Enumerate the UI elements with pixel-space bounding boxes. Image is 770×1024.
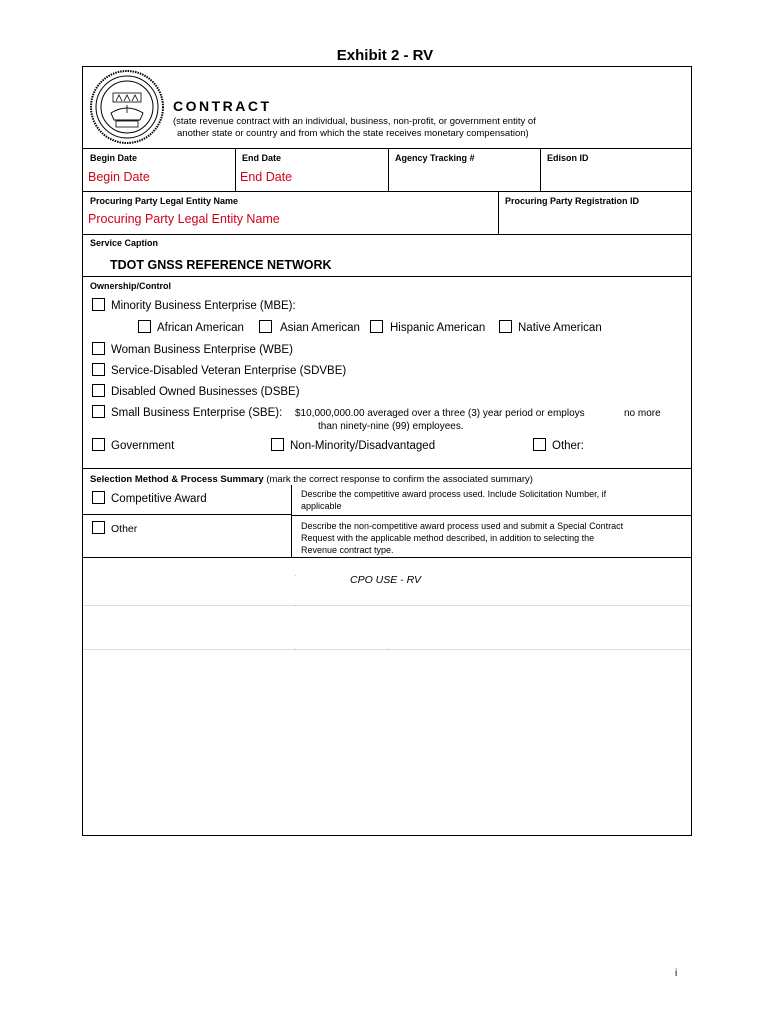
sbe-description-line1: $10,000,000.00 averaged over a three (3) year period or employs [295, 408, 585, 419]
non-minority-checkbox[interactable] [271, 438, 284, 451]
contract-form [82, 66, 692, 836]
mbe-checkbox[interactable] [92, 298, 105, 311]
other-ownership-checkbox[interactable] [533, 438, 546, 451]
asian-american-label: Asian American [280, 322, 360, 334]
african-american-label: African American [157, 322, 244, 334]
faint-mark: . [295, 602, 297, 608]
sbe-checkbox[interactable] [92, 405, 105, 418]
selection-method-header [90, 474, 533, 485]
agency-tracking-label: Agency Tracking # [395, 153, 475, 163]
agency-tracking-field[interactable] [389, 164, 539, 190]
government-label: Government [111, 440, 175, 452]
divider [83, 468, 691, 469]
divider [83, 234, 691, 235]
divider [83, 191, 691, 192]
hispanic-american-label: Hispanic American [390, 322, 486, 334]
native-american-checkbox[interactable] [499, 320, 512, 333]
edison-id-field[interactable] [541, 164, 691, 190]
service-caption-field[interactable]: TDOT GNSS REFERENCE NETWORK [110, 258, 332, 272]
mbe-label: Minority Business Enterprise (MBE): [111, 300, 296, 312]
legal-entity-label: Procuring Party Legal Entity Name [90, 196, 239, 206]
divider [291, 515, 691, 516]
sdvbe-label: Service-Disabled Veteran Enterprise (SDVBE) [111, 365, 347, 377]
other-selection-checkbox[interactable] [92, 521, 105, 534]
asian-american-checkbox[interactable] [259, 320, 272, 333]
non-minority-label: Non-Minority/Disadvantaged [290, 440, 436, 452]
divider [83, 148, 691, 149]
competitive-award-desc-line1: Describe the competitive award process used. Include Solicitation Number, if [301, 489, 607, 499]
other-selection-desc-line3: Revenue contract type. [301, 545, 394, 555]
other-ownership-label: Other: [552, 440, 584, 452]
divider [83, 276, 691, 277]
sbe-description-line2: than ninety-nine (99) employees. [318, 421, 464, 432]
end-date-label: End Date [242, 153, 282, 163]
registration-id-field[interactable] [499, 208, 691, 233]
other-selection-label: Other [111, 523, 138, 535]
exhibit-title: Exhibit 2 - RV [336, 47, 434, 64]
faint-mark: . [295, 646, 297, 652]
contract-subtitle-line2: another state or country and from which the state receives monetary compensation) [177, 128, 529, 139]
divider [83, 557, 691, 558]
government-checkbox[interactable] [92, 438, 105, 451]
contract-title: CONTRACT [173, 98, 272, 114]
selection-method-label: Selection Method & Process Summary [90, 474, 264, 485]
wbe-label: Woman Business Enterprise (WBE) [111, 344, 293, 356]
legal-entity-field[interactable]: Procuring Party Legal Entity Name [88, 212, 280, 226]
divider [83, 605, 691, 606]
state-seal [89, 69, 165, 145]
competitive-award-checkbox[interactable] [92, 491, 105, 504]
end-date-field[interactable]: End Date [240, 170, 293, 184]
other-selection-desc-line2: Request with the applicable method described, in addition to selecting the [301, 533, 595, 543]
registration-id-label: Procuring Party Registration ID [505, 196, 640, 206]
sbe-description-no-more: no more [624, 408, 661, 419]
other-selection-desc-line1: Describe the non-competitive award process used and submit a Special Contract [301, 521, 624, 531]
cpo-use-label: CPO USE - RV [350, 574, 421, 586]
divider [83, 514, 291, 515]
contract-subtitle-line1: (state revenue contract with an individual, business, non-profit, or government entity of [173, 116, 536, 127]
divider [235, 148, 236, 191]
dsbe-checkbox[interactable] [92, 384, 105, 397]
native-american-label: Native American [518, 322, 602, 334]
sbe-label: Small Business Enterprise (SBE): [111, 407, 283, 419]
faint-mark: . [387, 646, 389, 652]
african-american-checkbox[interactable] [138, 320, 151, 333]
page-number: i [675, 968, 678, 979]
divider [291, 485, 292, 557]
service-caption-label: Service Caption [90, 238, 159, 248]
competitive-award-desc-line2: applicable [301, 501, 342, 511]
faint-mark: . [295, 572, 297, 578]
edison-id-label: Edison ID [547, 153, 589, 163]
sdvbe-checkbox[interactable] [92, 363, 105, 376]
begin-date-field[interactable]: Begin Date [88, 170, 150, 184]
competitive-award-label: Competitive Award [111, 493, 207, 505]
begin-date-label: Begin Date [90, 153, 138, 163]
selection-method-instruction: (mark the correct response to confirm the associated summary) [266, 474, 533, 485]
ownership-label: Ownership/Control [90, 281, 171, 291]
hispanic-american-checkbox[interactable] [370, 320, 383, 333]
dsbe-label: Disabled Owned Businesses (DSBE) [111, 386, 300, 398]
wbe-checkbox[interactable] [92, 342, 105, 355]
